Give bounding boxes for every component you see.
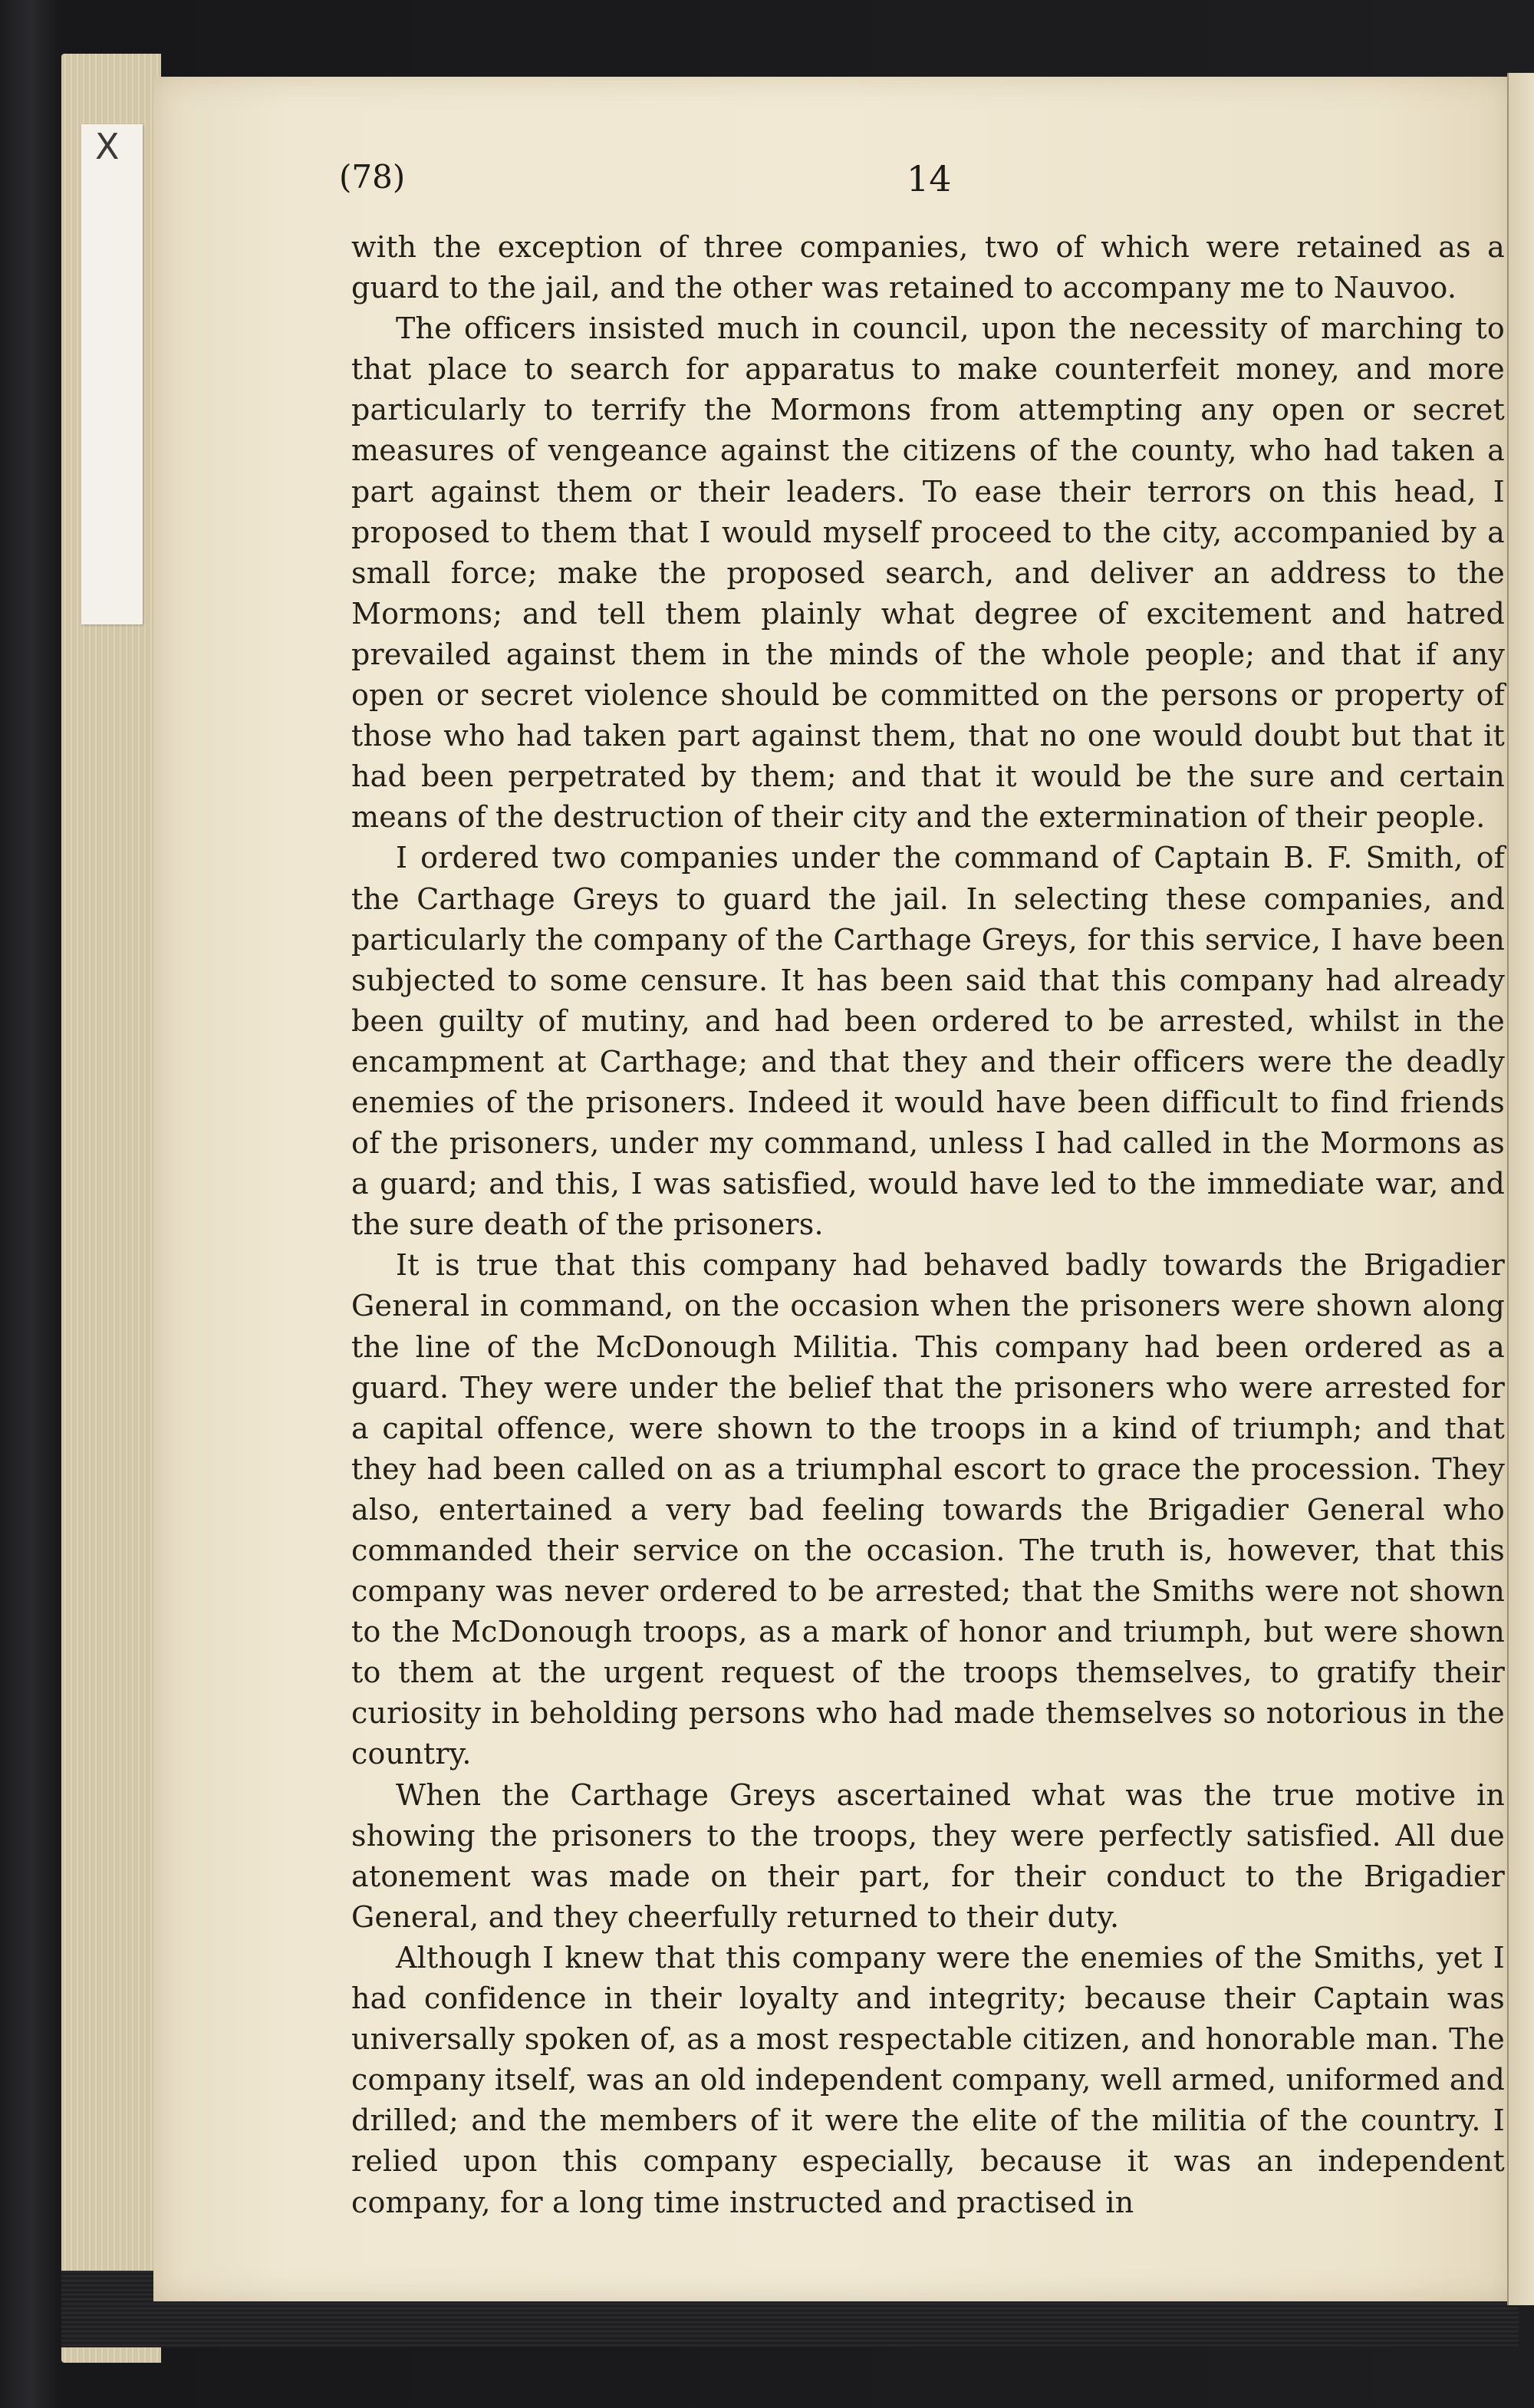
body-text [351, 227, 1505, 2223]
paragraph: It is true that this company had behaved badly towards the Brigadier General in command, on the occasion when the prisoners were shown along the line of the McDonough Militia. This company had been ordered as a guard. They were under the belief that the prisoners who were arrested for a capital offence, were shown to the troops in a kind of triumph; and that they had been called on as a triumphal escort to grace the procession. They also, entertained a very bad feeling towards the Brigadier General who commanded their service on the occasion. The truth is, however, that this company was never ordered to be arrested; that the Smiths were not shown to the McDonough troops, as a mark of honor and triumph, but were shown to them at the urgent request of the troops themselves, to gratify their curiosity in beholding persons who had made themselves so notorious in the country. [351, 1248, 1505, 1771]
paragraph: When the Carthage Greys ascertained what was the true motive in showing the prisoners to the troops, they were perfectly satisfied. All due atonement was made on their part, for their conduct to the Brigadier General, and they cheerfully returned to their duty. [351, 1777, 1505, 1934]
paragraph: The officers insisted much in council, upon the necessity of marching to that place to search for apparatus to make counterfeit money, and more particularly to terrify the Mormons from attempting any open or secret measures of vengeance against the citizens of the county, who had taken a part against them or their leaders. To ease their terrors on this head, I proposed to them that I would myself proceed to the city, accompanied by a small force; make the proposed search, and deliver an address to the Mormons; and tell them plainly what degree of excitement and hatred prevailed against them in the minds of the whole people; and that if any open or secret violence should be committed on the persons or property of those who had taken part against them, that no one would doubt but that it had been perpetrated by them; and that it would be the sure and certain means of the destruction of their city and the extermination of their people. [351, 311, 1505, 835]
paragraph: with the exception of three companies, two of which were retained as a guard to the jail, and the other was retained to accompany me to Nauvoo. [351, 230, 1505, 305]
adjacent-page-edge [1507, 73, 1534, 2305]
paragraph: I ordered two companies under the command of Captain B. F. Smith, of the Carthage Greys to guard the jail. In selecting these companies, and particularly the company of the Carthage Greys, for this service, I have been subjected to some censure. It has been said that this company had already been guilty of mutiny, and had been ordered to be arrested, whilst in the encampment at Carthage; and that they and their officers were the deadly enemies of the prisoners. Indeed it would have been difficult to find friends of the prisoners, under my command, unless I had called in the Mormons as a guard; and this, I was satisfied, would have led to the immediate war, and the sure death of the prisoners. [351, 841, 1505, 1242]
paper-slip [81, 124, 143, 624]
bracketed-page-number: (78) [339, 158, 406, 196]
margin-note: X [95, 126, 120, 167]
paragraph: Although I knew that this company were the enemies of the Smiths, yet I had confidence in their loyalty and integrity; because their Captain was universally spoken of, as a most respectable citizen, and honorable man. The company itself, was an old independent company, well armed, uniformed and drilled; and the members of it were the elite of the militia of the country. I relied upon this company especially, because it was an independent company, for a long time instructed and practised in [351, 1940, 1505, 2219]
page-number: 14 [907, 158, 952, 199]
